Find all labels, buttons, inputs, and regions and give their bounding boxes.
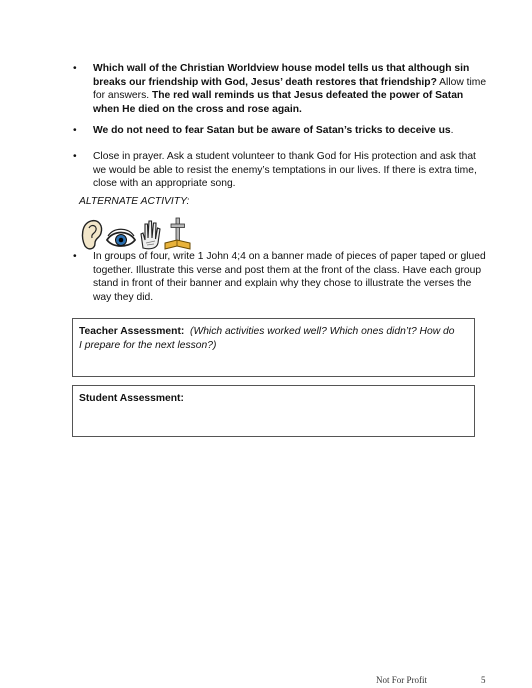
alternate-activity-heading: ALTERNATE ACTIVITY:: [79, 196, 190, 207]
hand-icon: [141, 221, 160, 249]
teacher-assessment-label: Teacher Assessment:: [79, 326, 185, 337]
bullet-text: Close in prayer. Ask a student volunteer to thank God for His protection and ask that we would be able to resist the enemy’s temptations in our lives. If there is extra time, close with an appropriate song.: [93, 151, 477, 189]
cross-bible-icon: [165, 218, 190, 249]
footer-text: Not For Profit: [376, 675, 428, 685]
student-assessment-box: [72, 385, 475, 437]
bullet-text: [79, 124, 489, 138]
bullet-marker: •: [73, 251, 77, 262]
bullet-item-fear-satan: [73, 124, 489, 138]
bullet-marker: •: [73, 125, 77, 136]
bullet-text: [79, 62, 489, 116]
bold-text: The red wall reminds us that Jesus defeated the power of Satan when He died on the cross and rose again.: [93, 90, 464, 115]
plain-text: Allow time for answers.: [93, 76, 487, 101]
bold-text: We do not need to fear Satan but be aware of Satan’s tricks to deceive us: [93, 125, 451, 136]
bullet-text: In groups of four, write 1 John 4;4 on a banner made of pieces of paper taped or glued together. Illustrate this verse and post them at the front of the class. Have each group stand in front of their banner and explain why they chose to illustrate the verses the way they did.: [93, 251, 486, 303]
bullet-marker: •: [73, 63, 77, 74]
bullet-marker: •: [73, 151, 77, 162]
student-assessment-label: Student Assessment:: [79, 393, 184, 404]
ear-icon: [83, 221, 102, 249]
bullet-item-groups-banner: [73, 250, 489, 304]
plain-text: .: [450, 125, 454, 136]
eye-icon: [107, 229, 135, 246]
bold-text: Which wall of the Christian Worldview house model tells us that although sin breaks our friendship with God, Jesus’ death restores that friendship?: [93, 63, 470, 88]
teacher-assessment-text: [79, 325, 459, 352]
page-number: 5: [481, 675, 486, 685]
teacher-assessment-box: [72, 318, 475, 377]
bullet-item-wall-question: [73, 62, 489, 116]
senses-icon-row: [79, 216, 199, 254]
teacher-assessment-prompt: (Which activities worked well? Which ones didn’t? How do I prepare for the next lesson?): [79, 326, 455, 351]
bullet-item-close-prayer: [73, 150, 489, 191]
